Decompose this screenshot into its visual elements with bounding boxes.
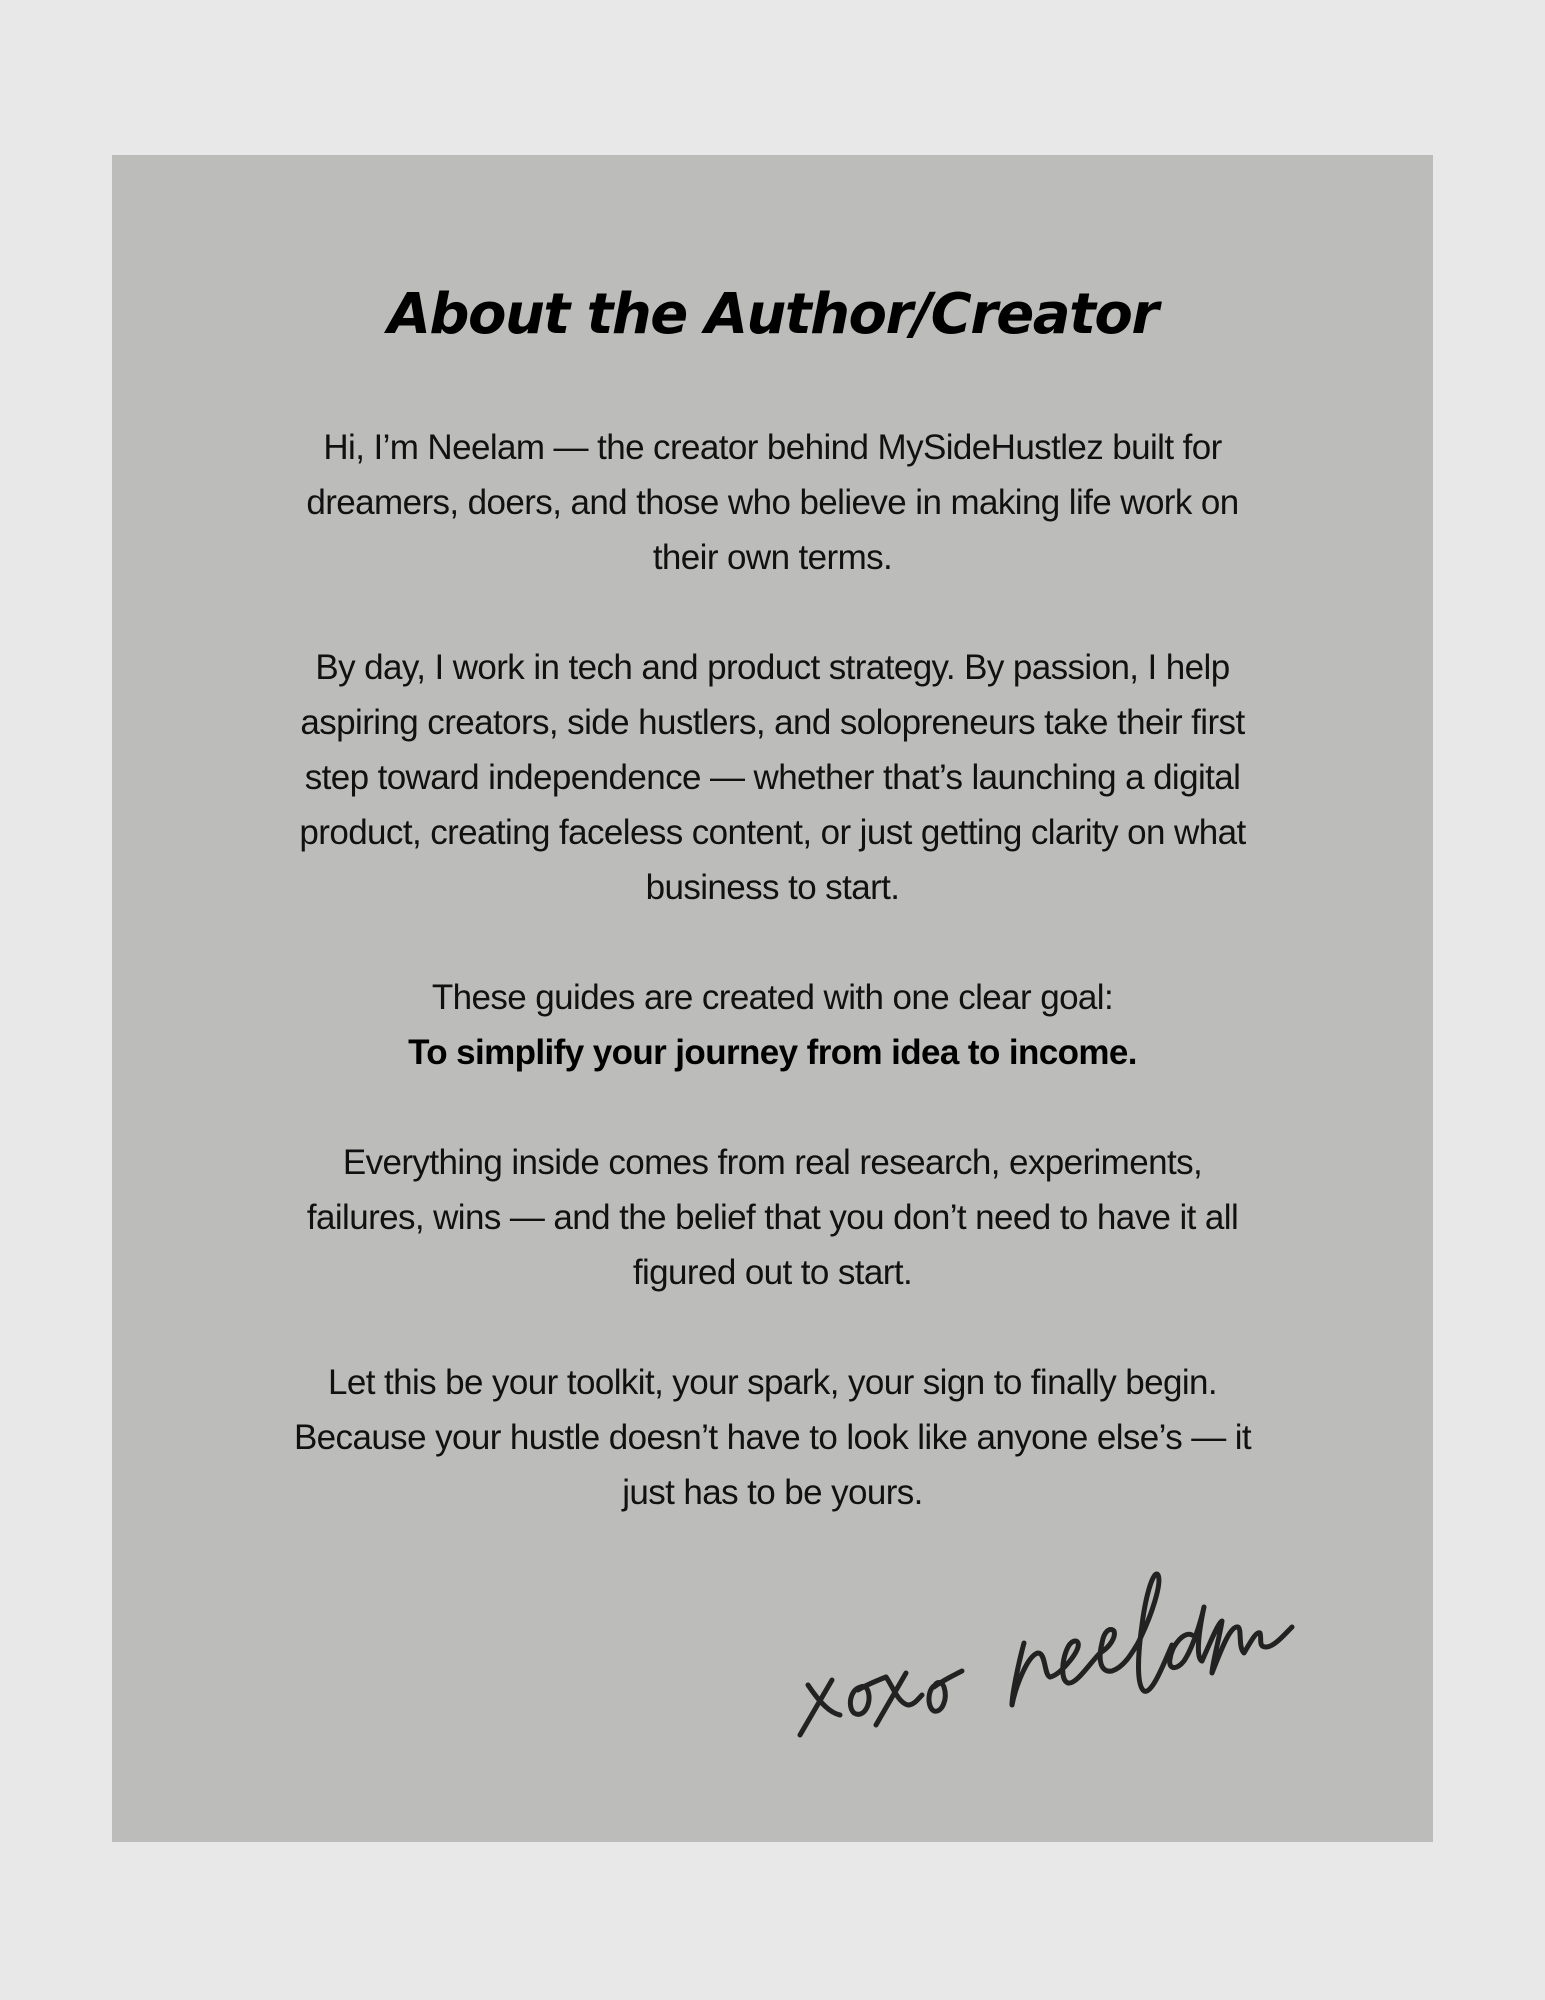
text-line: product, creating faceless content, or just getting clarity on what — [299, 813, 1246, 852]
paragraph-background — [202, 640, 1343, 915]
text-line: business to start. — [645, 868, 900, 907]
paragraph-intro — [202, 420, 1343, 585]
text-line: failures, wins — and the belief that you don’t need to have it all — [306, 1198, 1239, 1237]
paragraph-contents — [202, 1135, 1343, 1300]
page-title: About the Author/Creator — [387, 282, 1158, 347]
text-line: aspiring creators, side hustlers, and solopreneurs take their first — [300, 703, 1245, 742]
text-line: Because your hustle doesn’t have to look like anyone else’s — it — [293, 1418, 1252, 1457]
text-line: their own terms. — [652, 538, 893, 577]
text-line: step toward independence — whether that’s launching a digital — [304, 758, 1241, 797]
text-line: figured out to start. — [632, 1253, 913, 1292]
text-line: just has to be yours. — [622, 1473, 923, 1512]
text-line: These guides are created with one clear goal: — [431, 978, 1114, 1017]
about-author-panel — [112, 155, 1433, 1842]
paragraph-goal — [202, 970, 1343, 1080]
goal-statement: To simplify your journey from idea to income. — [408, 1033, 1137, 1072]
text-line: Hi, I’m Neelam — the creator behind MySideHustlez built for — [323, 428, 1222, 467]
paragraph-closing — [202, 1355, 1343, 1520]
text-line: dreamers, doers, and those who believe in making life work on — [306, 483, 1239, 522]
handwritten-signature-icon — [772, 1535, 1392, 1775]
author-bio — [202, 420, 1343, 1575]
text-line: Everything inside comes from real research, experiments, — [342, 1143, 1203, 1182]
text-line: By day, I work in tech and product strategy. By passion, I help — [315, 648, 1230, 687]
text-line: Let this be your toolkit, your spark, your sign to finally begin. — [328, 1363, 1217, 1402]
